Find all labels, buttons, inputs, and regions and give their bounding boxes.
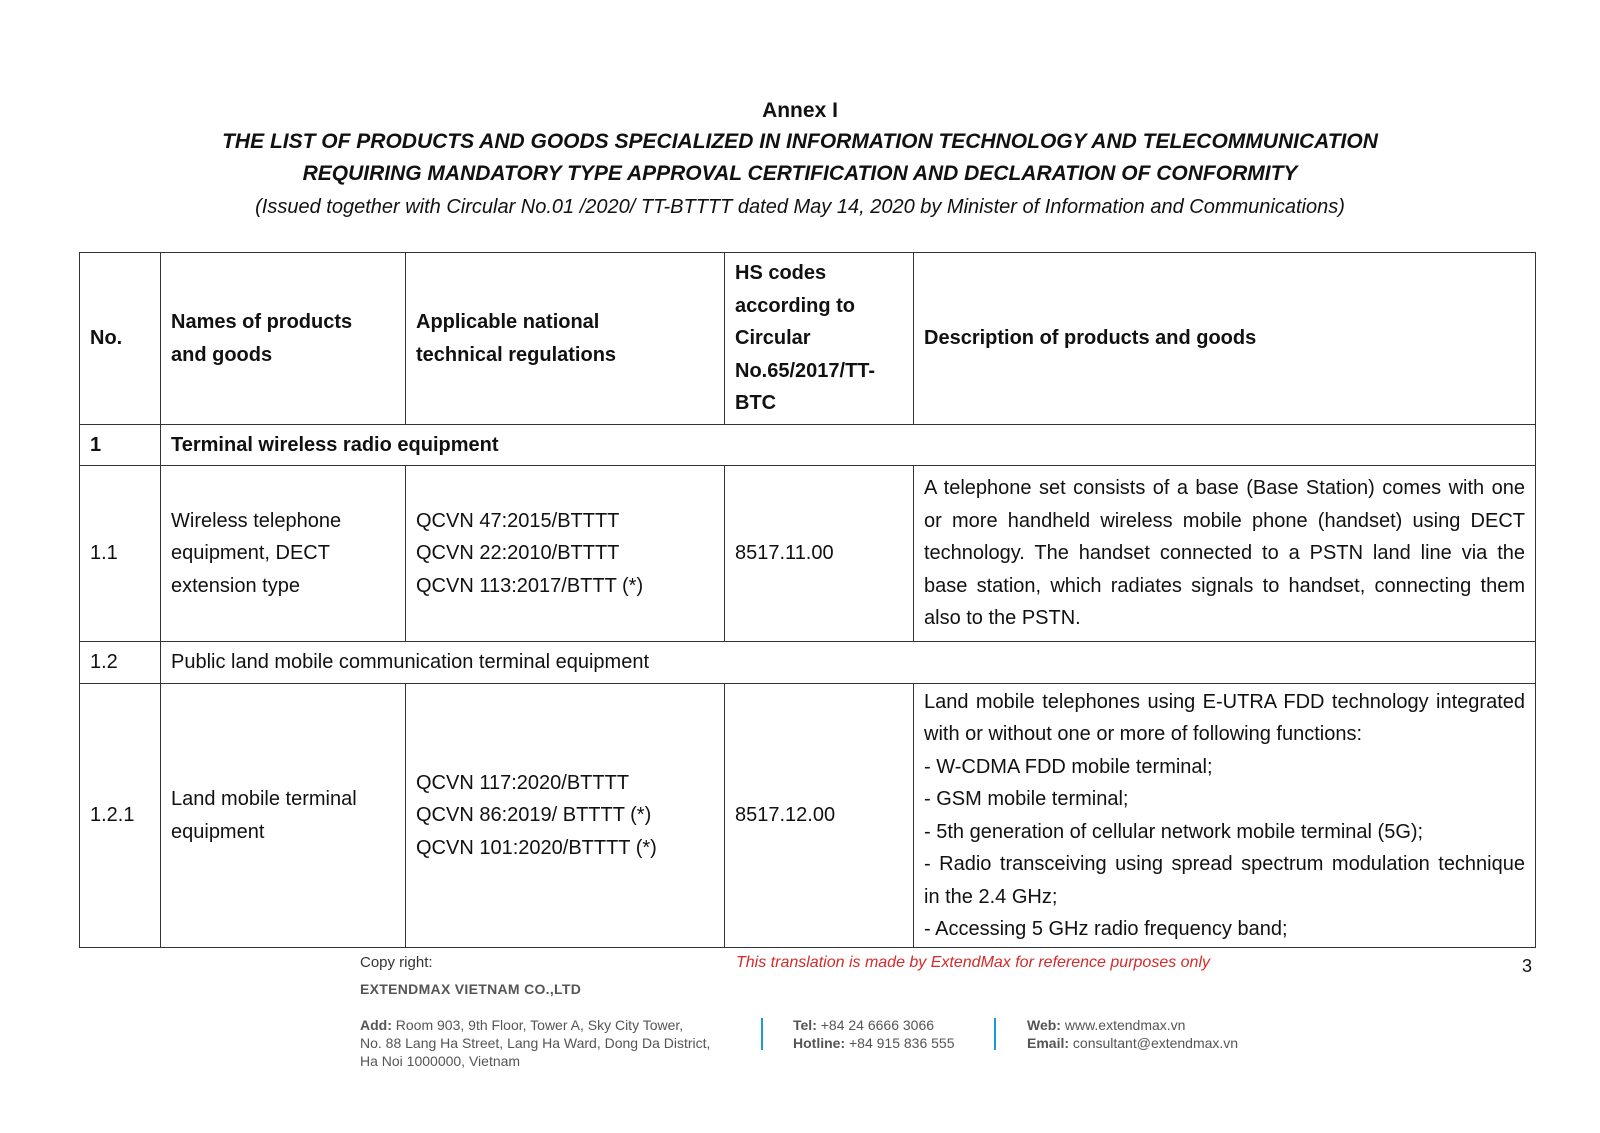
subtitle: (Issued together with Circular No.01 /2020/ TT-BTTTT dated May 14, 2020 by Minister of Information and Communications): [255, 196, 1345, 218]
table-header-row: [80, 253, 1536, 425]
hs-code: 8517.11.00: [725, 466, 914, 642]
regulation: QCVN 101:2020/BTTTT (*): [416, 836, 657, 859]
tel-label: Tel:: [793, 1017, 817, 1033]
web-link[interactable]: www.extendmax.vn: [1064, 1017, 1186, 1033]
section-title: Terminal wireless radio equipment: [161, 425, 1536, 466]
header-names: [161, 253, 406, 425]
product-name: [161, 466, 406, 642]
header-regs-line2: technical regulations: [416, 343, 617, 366]
address-line: Room 903, 9th Floor, Tower A, Sky City Tower,: [395, 1017, 684, 1033]
address-label: Add:: [360, 1017, 392, 1033]
hotline-label: Hotline:: [793, 1035, 846, 1051]
email-link[interactable]: consultant@extendmax.vn: [1072, 1035, 1239, 1051]
header-regulations: [406, 253, 725, 425]
products-table: [79, 252, 1536, 948]
title-line-2: REQUIRING MANDATORY TYPE APPROVAL CERTIFICATION AND DECLARATION OF CONFORMITY: [302, 162, 1298, 185]
description-item: - W-CDMA FDD mobile terminal;: [924, 755, 1213, 778]
description-item: - GSM mobile terminal;: [924, 788, 1129, 810]
header-names-line1: Names of products: [171, 311, 353, 333]
regulation: QCVN 117:2020/BTTTT: [416, 771, 630, 794]
address-line: Ha Noi 1000000, Vietnam: [360, 1053, 521, 1069]
description-item: - Radio transceiving using spread spectrum modulation technique in the 2.4 GHz;: [924, 853, 1525, 908]
header-hs-codes: [725, 253, 914, 425]
description-intro: Land mobile telephones using E-UTRA FDD technology integrated with or without one or more of following functions:: [924, 690, 1525, 745]
row-number: 1.2.1: [80, 684, 161, 948]
product-name-line: extension type: [171, 574, 300, 597]
product-description: A telephone set consists of a base (Base Station) comes with one or more handheld wireless mobile phone (handset) using DECT technology. The handset connected to a PSTN land line via the base station, which radiates signals to handset, connecting them also to the PSTN.: [914, 466, 1536, 642]
footer-web: [1027, 1016, 1238, 1052]
description-item: - 5th generation of cellular network mobile terminal (5G);: [924, 820, 1424, 843]
header-hs-line1: HS codes: [735, 262, 827, 285]
header-names-line2: and goods: [171, 343, 273, 366]
row-number: 1.1: [80, 466, 161, 642]
web-label: Web:: [1027, 1017, 1061, 1033]
regulation: QCVN 86:2019/ BTTTT (*): [416, 804, 652, 827]
product-name: [161, 684, 406, 948]
title-line-1: THE LIST OF PRODUCTS AND GOODS SPECIALIZED IN INFORMATION TECHNOLOGY AND TELECOMMUNICATION: [222, 130, 1378, 153]
header-hs-line4: No.65/2017/TT-: [735, 359, 876, 382]
product-name-line: Land mobile terminal: [171, 788, 357, 810]
regulations: [406, 684, 725, 948]
header-hs-line5: BTC: [735, 392, 777, 415]
footer-phone: [793, 1016, 955, 1052]
table-row: [80, 425, 1536, 466]
table-row: [80, 684, 1536, 948]
regulation: QCVN 22:2010/BTTTT: [416, 542, 620, 565]
regulation: QCVN 113:2017/BTTT (*): [416, 574, 644, 597]
table-row: [80, 466, 1536, 642]
header-description: Description of products and goods: [914, 253, 1536, 425]
row-number: 1.2: [80, 642, 161, 684]
header-no: No.: [80, 253, 161, 425]
translation-note: This translation is made by ExtendMax for reference purposes only: [736, 954, 1211, 971]
product-name-line: equipment: [171, 820, 265, 843]
product-description: [914, 684, 1536, 948]
company-name: EXTENDMAX VIETNAM CO.,LTD: [360, 981, 582, 997]
footer-address: [360, 1016, 710, 1070]
regulations: [406, 466, 725, 642]
section-number: 1: [80, 425, 161, 466]
footer-separator: [994, 1018, 996, 1050]
hotline-number: +84 915 836 555: [849, 1035, 955, 1051]
product-name-line: Wireless telephone: [171, 509, 342, 532]
page-number: 3: [1522, 956, 1533, 976]
description-item: - Accessing 5 GHz radio frequency band;: [924, 918, 1288, 940]
address-line: No. 88 Lang Ha Street, Lang Ha Ward, Dong Da District,: [360, 1035, 711, 1051]
hs-code: 8517.12.00: [725, 684, 914, 948]
annex-label: Annex I: [762, 99, 838, 122]
subsection-title: Public land mobile communication terminal equipment: [161, 642, 1536, 684]
document-header: [0, 96, 1600, 224]
header-regs-line1: Applicable national: [416, 311, 600, 333]
email-label: Email:: [1027, 1035, 1070, 1051]
table-row: [80, 642, 1536, 684]
header-hs-line2: according to: [735, 294, 856, 317]
footer-separator: [761, 1018, 763, 1050]
product-name-line: equipment, DECT: [171, 542, 330, 565]
regulation: QCVN 47:2015/BTTTT: [416, 509, 620, 532]
copyright-label: Copy right:: [360, 954, 433, 971]
header-hs-line3: Circular: [735, 327, 811, 350]
tel-number: +84 24 6666 3066: [820, 1017, 935, 1033]
